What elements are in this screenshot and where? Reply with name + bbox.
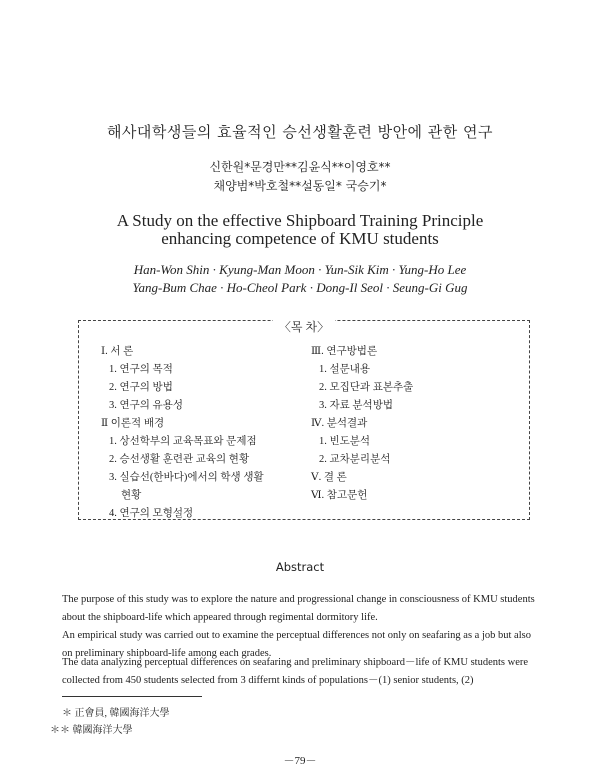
abstract-paragraph-3: The data analyzing perceptual differences on seafaring and preliminary shipboard－life of KMU students were collected from 450 students selected from 3 differnt kinds of populations－(1) senior students, (2) [62, 657, 529, 686]
toc-left-item: 현황 [121, 490, 142, 501]
toc-right-item: 3. 자료 분석방법 [319, 400, 393, 411]
english-authors-line-1: Han-Won Shin · Kyung-Man Moon · Yun-Sik Kim · Yung-Ho Lee [133, 262, 467, 277]
table-of-contents [78, 320, 530, 520]
abstract-paragraph-1: The purpose of this study was to explore the nature and progressional change in consciousness of KMU students about the shipboard-life which appeared through regimental dormitory life. [62, 594, 535, 623]
abstract-paragraph-2: An empirical study was carried out to examine the perceptual differences not only on seafaring as a job but also on preliminary shipboard-life among each grades. [62, 630, 531, 659]
english-title-line-1: A Study on the effective Shipboard Training Principle [116, 211, 484, 230]
toc-left-item: 1. 연구의 목적 [109, 364, 173, 375]
english-authors-line-2: Yang-Bum Chae · Ho-Cheol Park · Dong-Il Seol · Seung-Gi Gug [132, 280, 468, 295]
abstract-heading: Abstract [275, 560, 325, 574]
toc-heading: 〈목 차〉 [79, 318, 529, 335]
toc-right-item: Ⅵ. 참고문헌 [311, 490, 368, 501]
toc-left-item: Ⅰ. 서 론 [101, 346, 134, 357]
toc-right-item: 1. 빈도분석 [319, 436, 371, 447]
toc-right-item: 1. 설문내용 [319, 364, 371, 375]
toc-left-item: 3. 실습선(한바다)에서의 학생 생활 [109, 472, 264, 483]
footnote-2: ＊＊ 韓國海洋大學 [50, 725, 133, 736]
korean-title: 해사대학생들의 효율적인 승선생활훈련 방안에 관한 연구 [106, 123, 494, 141]
korean-authors-line-2: 채양범*박호철**설동일* 국승기* [213, 179, 387, 193]
page-number: －79－ [283, 755, 317, 767]
toc-left-item: 2. 연구의 방법 [109, 382, 173, 393]
toc-left-item: 4. 연구의 모형설정 [109, 508, 194, 519]
korean-authors-line-1: 신한원*문경만**김윤식**이영호** [209, 160, 391, 174]
toc-left-item: 2. 승선생활 훈련관 교육의 현황 [109, 454, 250, 465]
toc-right-item: 2. 모집단과 표본추출 [319, 382, 414, 393]
footnote-1: ＊ 正會員, 韓國海洋大學 [62, 708, 170, 719]
toc-left-item: 1. 상선학부의 교육목표와 문제점 [109, 436, 257, 447]
toc-left-item: Ⅱ 이론적 배경 [101, 418, 165, 429]
toc-right-item: Ⅴ. 결 론 [311, 472, 347, 483]
toc-left-item: 3. 연구의 유용성 [109, 400, 183, 411]
toc-right-item: Ⅳ. 분석결과 [311, 418, 368, 429]
toc-right-item: Ⅲ. 연구방법론 [311, 346, 378, 357]
toc-right-item: 2. 교차분리분석 [319, 454, 391, 465]
footnote-divider [62, 696, 202, 697]
english-title-line-2: enhancing competence of KMU students [161, 229, 439, 248]
